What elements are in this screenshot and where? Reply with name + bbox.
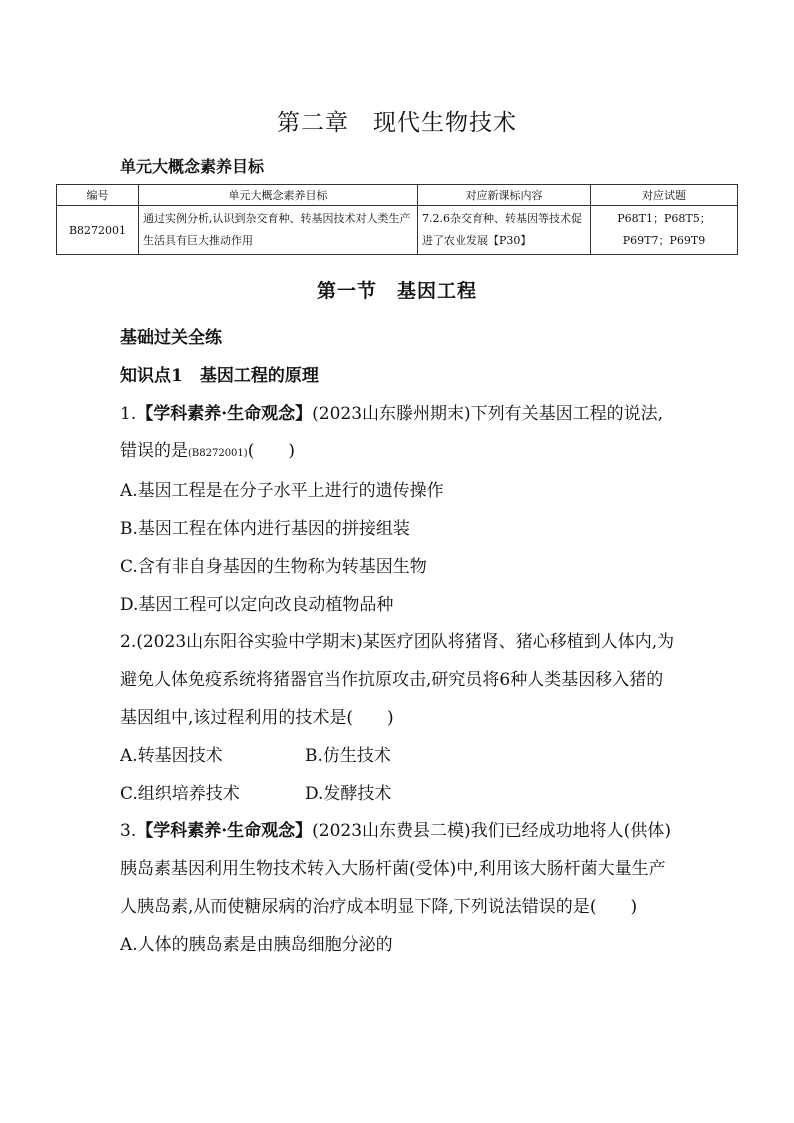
header-goal: 单元大概念素养目标	[139, 185, 418, 206]
question-text: (2023山东滕州期末)下列有关基因工程的说法,错误的是	[120, 403, 664, 462]
header-code: 编号	[57, 185, 139, 206]
question-tag: 【学科素养·生命观念】	[136, 821, 313, 842]
option-row	[120, 738, 680, 776]
cell-goal: 通过实例分析,认识到杂交育种、转基因技术对人类生产生活具有巨大推动作用	[139, 206, 418, 255]
answer-blank: ( )	[346, 707, 394, 728]
question-1-stem	[120, 396, 680, 474]
chapter-title: 第二章 现代生物技术	[277, 110, 517, 136]
option: B.仿生技术	[305, 745, 391, 766]
option: C.组织培养技术	[120, 783, 240, 804]
option: A.基因工程是在分子水平上进行的遗传操作	[120, 481, 444, 502]
cell-questions: P68T1；P68T5；P69T7；P69T9	[591, 206, 738, 255]
option: A.人体的胰岛素是由胰岛细胞分泌的	[120, 934, 393, 955]
question-3-stem	[120, 813, 680, 926]
section-title: 第一节 基因工程	[316, 280, 477, 302]
cell-code: B8272001	[57, 206, 139, 255]
unit-goal-heading: 单元大概念素养目标	[120, 157, 265, 176]
content	[120, 320, 680, 965]
header-questions: 对应试题	[591, 185, 738, 206]
option: C.含有非自身基因的生物称为转基因生物	[120, 556, 427, 577]
option: D.发酵技术	[305, 783, 392, 804]
goal-table-header-row	[57, 185, 738, 206]
question-number: 1.	[120, 403, 137, 424]
option: B.基因工程在体内进行基因的拼接组装	[120, 518, 410, 539]
answer-blank: ( )	[247, 441, 295, 462]
question-code: (B8272001)	[188, 448, 248, 460]
option: D.基因工程可以定向改良动植物品种	[120, 594, 394, 615]
question-2-stem	[120, 624, 680, 737]
goal-table	[56, 184, 738, 255]
question-number: 3.	[120, 821, 137, 842]
goal-table-row	[57, 206, 738, 255]
header-standard: 对应新课标内容	[418, 185, 591, 206]
practice-heading: 基础过关全练	[120, 328, 222, 348]
question-text: (2023山东阳谷实验中学期末)某医疗团队将猪肾、猪心移植到人体内,为避免人体免疫系统将猪器官当作抗原攻击,研究员将6种人类基因移入猪的基因组中,该过程利用的技术是	[120, 632, 675, 728]
answer-blank: ( )	[589, 896, 638, 917]
cell-standard: 7.2.6杂交育种、转基因等技术促进了农业发展【P30】	[418, 206, 591, 255]
question-text: (2023山东费县二模)我们已经成功地将人(供体)胰岛素基因利用生物技术转入大肠杆菌(受体)中,利用该大肠杆菌大量生产人胰岛素,从而使糖尿病的治疗成本明显下降,下列说法错误的是	[120, 821, 671, 917]
knowledge-point: 知识点1 基因工程的原理	[120, 365, 319, 386]
question-tag: 【学科素养·生命观念】	[136, 403, 313, 424]
option: A.转基因技术	[120, 745, 223, 766]
question-number: 2.	[120, 632, 137, 653]
option-row	[120, 776, 680, 814]
